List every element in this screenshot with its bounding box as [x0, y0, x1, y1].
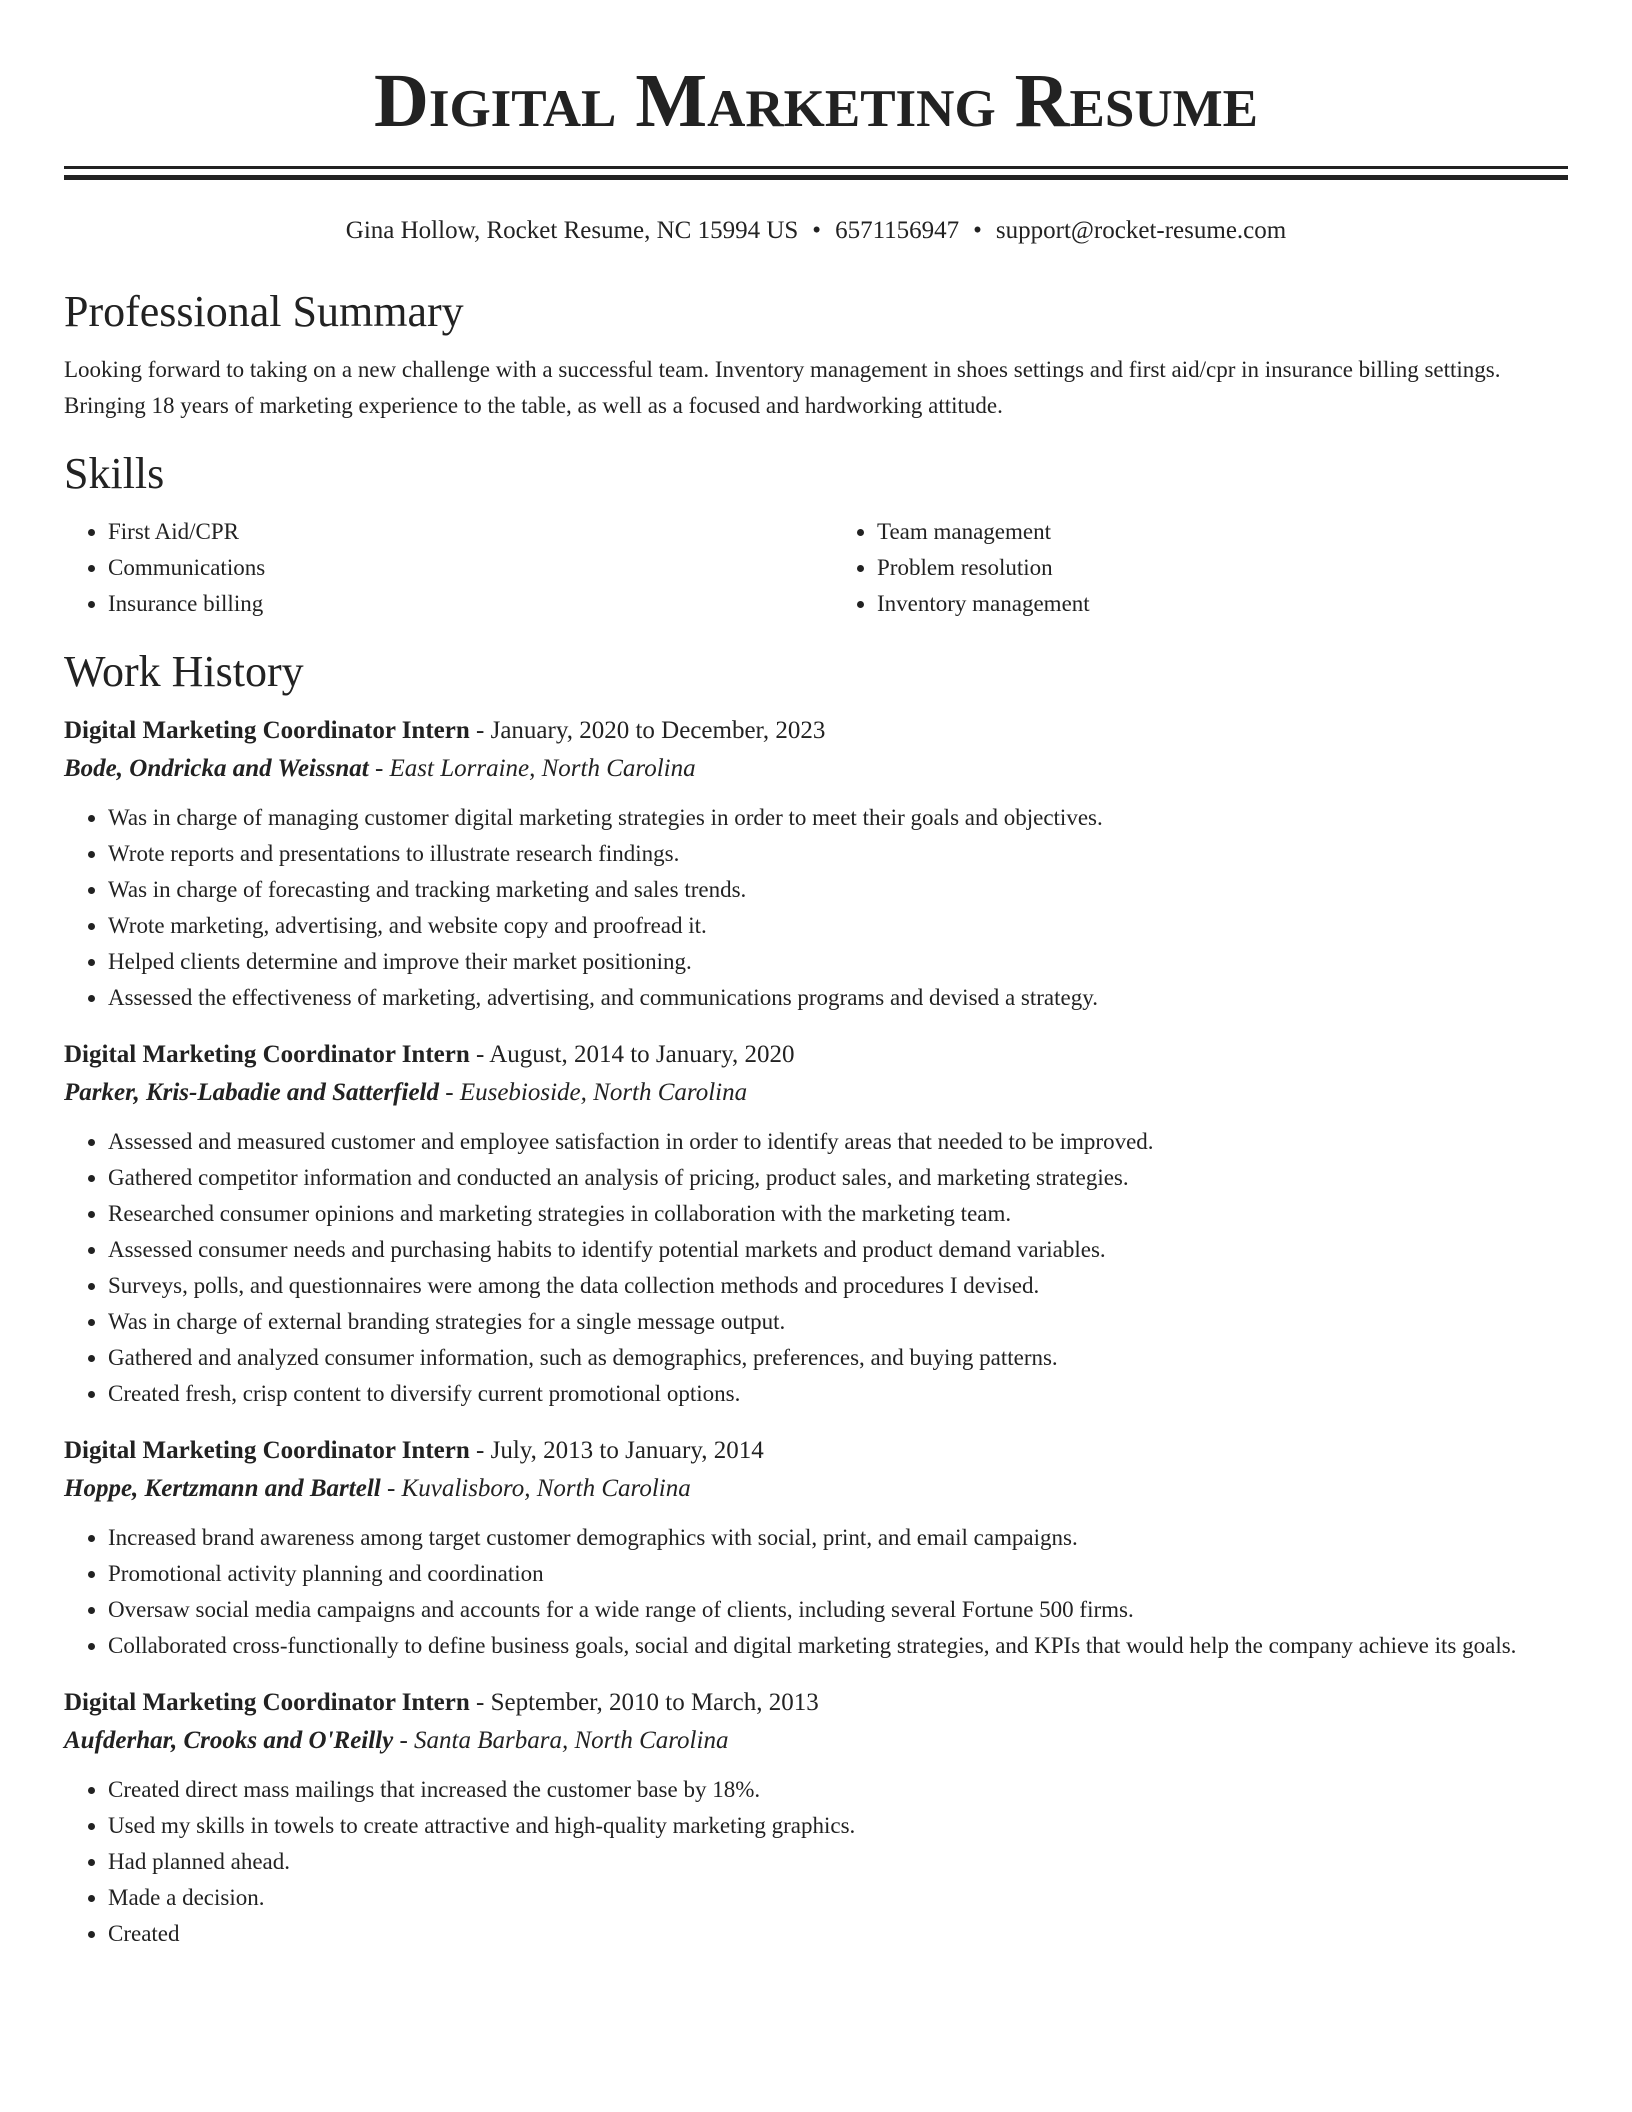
job-bullet: • Helped clients determine and improve their market positioning.: [108, 944, 1568, 980]
job-title-line: [64, 712, 1568, 750]
skill-item: • Communications: [108, 550, 799, 586]
job-bullets: [64, 1772, 1568, 1952]
job-bullet: • Collaborated cross-functionally to define business goals, social and digital marketing strategies, and KPIs that would help the company achieve its goals.: [108, 1628, 1568, 1664]
job-bullet: • Assessed the effectiveness of marketing, advertising, and communications programs and devised a strategy.: [108, 980, 1568, 1016]
summary-heading: Professional Summary: [64, 287, 464, 336]
job-location: - East Lorraine, North Carolina: [368, 755, 696, 782]
job-company: Parker, Kris-Labadie and Satterfield: [64, 1079, 439, 1106]
job-company: Aufderhar, Crooks and O'Reilly: [64, 1727, 394, 1754]
job-bullets: [64, 1520, 1568, 1664]
title-rule-thick: [64, 175, 1568, 180]
job-bullet: • Assessed and measured customer and employee satisfaction in order to identify areas that needed to be improved.: [108, 1124, 1568, 1160]
job-bullets: [64, 1124, 1568, 1412]
job-bullets: [64, 800, 1568, 1016]
contact-line: [64, 214, 1568, 248]
job-entry: [64, 712, 1568, 1016]
skill-item: • Team management: [877, 514, 1568, 550]
job-bullet: • Had planned ahead.: [108, 1844, 1568, 1880]
job-bullet: • Surveys, polls, and questionnaires were among the data collection methods and procedures I devised.: [108, 1268, 1568, 1304]
job-role: Digital Marketing Coordinator Intern: [64, 1437, 470, 1464]
skill-item: • Insurance billing: [108, 586, 799, 622]
resume-page: [64, 0, 1568, 1952]
job-entry: [64, 1432, 1568, 1664]
job-role: Digital Marketing Coordinator Intern: [64, 717, 470, 744]
job-entry: [64, 1036, 1568, 1412]
job-bullet: • Increased brand awareness among target customer demographics with social, print, and email campaigns.: [108, 1520, 1568, 1556]
job-company-line: [64, 750, 1568, 788]
contact-separator: •: [973, 217, 982, 244]
job-title-line: [64, 1684, 1568, 1722]
resume-title: Digital Marketing Resume: [373, 59, 1259, 143]
job-dates: - January, 2020 to December, 2023: [469, 717, 826, 744]
job-title-line: [64, 1036, 1568, 1074]
job-bullet: • Was in charge of forecasting and tracking marketing and sales trends.: [108, 872, 1568, 908]
job-bullet: • Used my skills in towels to create attractive and high-quality marketing graphics.: [108, 1808, 1568, 1844]
job-company-line: [64, 1470, 1568, 1508]
job-bullet: • Was in charge of managing customer digital marketing strategies in order to meet their goals and objectives.: [108, 800, 1568, 836]
job-bullet: • Was in charge of external branding strategies for a single message output.: [108, 1304, 1568, 1340]
job-bullet: • Gathered and analyzed consumer information, such as demographics, preferences, and buying patterns.: [108, 1340, 1568, 1376]
job-bullet: • Made a decision.: [108, 1880, 1568, 1916]
job-dates: - August, 2014 to January, 2020: [469, 1041, 795, 1068]
job-bullet: • Researched consumer opinions and marketing strategies in collaboration with the marketing team.: [108, 1196, 1568, 1232]
contact-separator: •: [812, 217, 822, 244]
job-role: Digital Marketing Coordinator Intern: [64, 1041, 470, 1068]
contact-email: support@rocket-resume.com: [995, 217, 1287, 244]
contact-phone: 6571156947: [835, 217, 960, 244]
job-entry: [64, 1684, 1568, 1952]
skill-item: • Inventory management: [877, 586, 1568, 622]
job-bullet: • Wrote reports and presentations to illustrate research findings.: [108, 836, 1568, 872]
job-company: Hoppe, Kertzmann and Bartell: [64, 1475, 381, 1502]
skills-column-left: [64, 514, 799, 622]
skills-heading: Skills: [64, 449, 165, 498]
job-bullet: • Wrote marketing, advertising, and website copy and proofread it.: [108, 908, 1568, 944]
job-bullet: • Created direct mass mailings that increased the customer base by 18%.: [108, 1772, 1568, 1808]
title-rule-thin: [64, 166, 1568, 169]
skill-item: • Problem resolution: [877, 550, 1568, 586]
job-location: - Eusebioside, North Carolina: [439, 1079, 748, 1106]
job-company-line: [64, 1074, 1568, 1112]
job-company: Bode, Ondricka and Weissnat: [64, 755, 369, 782]
job-location: - Kuvalisboro, North Carolina: [380, 1475, 691, 1502]
skills-list: [64, 514, 1568, 622]
job-bullet: • Gathered competitor information and conducted an analysis of pricing, product sales, and marketing strategies.: [108, 1160, 1568, 1196]
job-dates: - September, 2010 to March, 2013: [469, 1689, 819, 1716]
job-bullet: • Assessed consumer needs and purchasing habits to identify potential markets and product demand variables.: [108, 1232, 1568, 1268]
job-dates: - July, 2013 to January, 2014: [469, 1437, 764, 1464]
job-company-line: [64, 1722, 1568, 1760]
contact-address: Gina Hollow, Rocket Resume, NC 15994 US: [345, 217, 799, 244]
job-bullet: • Created fresh, crisp content to diversify current promotional options.: [108, 1376, 1568, 1412]
job-location: - Santa Barbara, North Carolina: [393, 1727, 729, 1754]
job-title-line: [64, 1432, 1568, 1470]
job-bullet: • Oversaw social media campaigns and accounts for a wide range of clients, including several Fortune 500 firms.: [108, 1592, 1568, 1628]
job-role: Digital Marketing Coordinator Intern: [64, 1689, 470, 1716]
work-history-heading: Work History: [64, 647, 304, 696]
job-bullet: • Promotional activity planning and coordination: [108, 1556, 1568, 1592]
skill-item: • First Aid/CPR: [108, 514, 799, 550]
summary-text: Looking forward to taking on a new challenge with a successful team. Inventory management in shoes settings and first aid/cpr in insurance billing settings. Bringing 18 years of marketing experience to the table, as well as a focused and hardworking attitude.: [64, 357, 1501, 418]
skills-column-right: [799, 514, 1568, 622]
job-bullet: • Created: [108, 1916, 1568, 1952]
